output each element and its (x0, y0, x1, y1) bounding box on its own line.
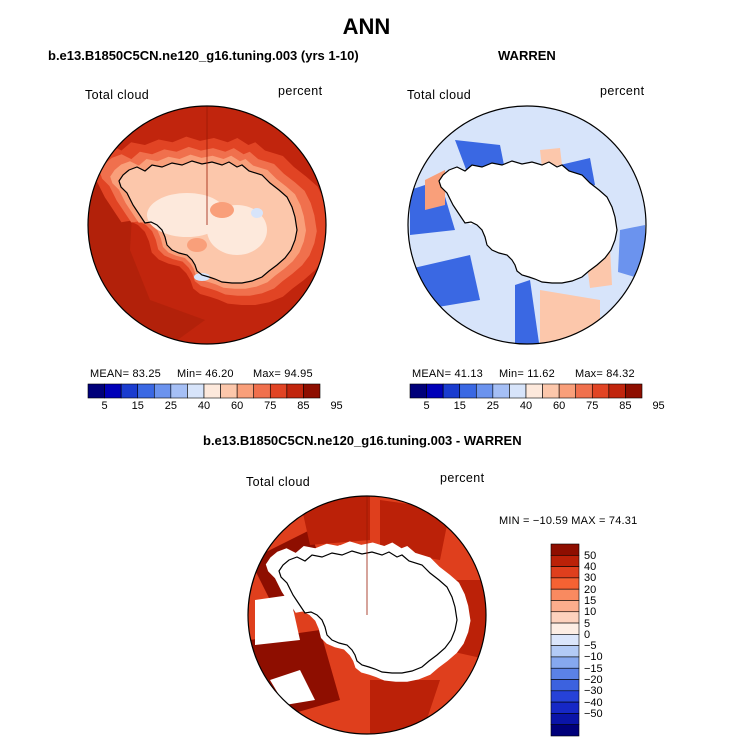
panel1-title: b.e13.B1850C5CN.ne120_g16.tuning.003 (yrs 1-10) (48, 48, 359, 63)
colorbar-swatch (551, 680, 579, 691)
colorbar-swatch (287, 384, 304, 398)
colorbar-label: 40 (584, 561, 597, 574)
colorbar-swatch (609, 384, 626, 398)
colorbar-swatch (221, 384, 238, 398)
panel1-max: Max= 94.95 (253, 368, 313, 380)
panel1-units-label: percent (278, 84, 323, 98)
colorbar-swatch (171, 384, 188, 398)
colorbar-label: 40 (197, 400, 211, 412)
panel1-min: Min= 46.20 (177, 368, 234, 380)
colorbar-label: −40 (584, 696, 603, 709)
colorbar-swatch (551, 589, 579, 600)
colorbar-swatch (493, 384, 510, 398)
colorbar-label: 5 (101, 400, 108, 412)
colorbar-swatch (551, 567, 579, 578)
colorbar-swatch (476, 384, 493, 398)
colorbar-swatch (551, 646, 579, 657)
colorbar-label: 20 (584, 583, 597, 596)
colorbar-swatch (592, 384, 609, 398)
panel2-max: Max= 84.32 (575, 368, 635, 380)
colorbar-label: 5 (584, 617, 591, 630)
colorbar-swatch (551, 600, 579, 611)
colorbar-swatch (551, 657, 579, 668)
panel1-colorbar (88, 384, 320, 398)
colorbar-swatch (460, 384, 477, 398)
panel2-units-label: percent (600, 84, 645, 98)
panel2-mean: MEAN= 41.13 (412, 368, 483, 380)
colorbar-label: −10 (584, 651, 603, 664)
panel3-title: b.e13.B1850C5CN.ne120_g16.tuning.003 - WARREN (203, 433, 522, 448)
colorbar-swatch (576, 384, 593, 398)
colorbar-label: 85 (619, 400, 632, 412)
colorbar-label: 60 (231, 400, 244, 412)
panel1-variable-label: Total cloud (85, 88, 150, 102)
colorbar-swatch (443, 384, 460, 398)
colorbar-swatch (551, 623, 579, 634)
colorbar-swatch (427, 384, 444, 398)
panel3-colorbar (551, 544, 579, 736)
colorbar-swatch (410, 384, 427, 398)
colorbar-label: 25 (486, 400, 499, 412)
colorbar-swatch (154, 384, 171, 398)
colorbar-label: 95 (330, 400, 343, 412)
panel1-mean: MEAN= 83.25 (90, 368, 161, 380)
colorbar-swatch (551, 691, 579, 702)
colorbar-swatch (551, 578, 579, 589)
colorbar-label: −20 (584, 674, 603, 687)
colorbar-swatch (543, 384, 560, 398)
colorbar-label: −5 (584, 640, 597, 653)
panel3-map (240, 490, 500, 745)
colorbar-swatch (551, 668, 579, 679)
colorbar-swatch (204, 384, 221, 398)
colorbar-label: 85 (297, 400, 310, 412)
colorbar-label: 60 (553, 400, 566, 412)
panel2-title: WARREN (498, 48, 556, 63)
colorbar-swatch (187, 384, 204, 398)
colorbar-swatch (625, 384, 642, 398)
panel2-min: Min= 11.62 (499, 368, 555, 380)
colorbar-swatch (105, 384, 122, 398)
colorbar-swatch (121, 384, 138, 398)
colorbar-label: −50 (584, 707, 603, 720)
colorbar-label: 15 (453, 400, 466, 412)
colorbar-swatch (526, 384, 543, 398)
colorbar-swatch (559, 384, 576, 398)
colorbar-swatch (551, 555, 579, 566)
main-title: ANN (342, 14, 391, 39)
colorbar-label: 50 (584, 549, 597, 562)
colorbar-swatch (509, 384, 526, 398)
colorbar-swatch (237, 384, 254, 398)
colorbar-label: 75 (586, 400, 599, 412)
colorbar-label: 15 (131, 400, 144, 412)
colorbar-swatch (270, 384, 287, 398)
panel2-colorbar (410, 384, 642, 398)
colorbar-swatch (551, 702, 579, 713)
colorbar-label: 10 (584, 606, 597, 619)
colorbar-swatch (138, 384, 155, 398)
colorbar-label: 95 (652, 400, 665, 412)
colorbar-label: 15 (584, 594, 597, 607)
colorbar-label: −30 (584, 685, 603, 698)
panel2-map (400, 100, 660, 360)
colorbar-swatch (551, 544, 579, 555)
colorbar-label: 40 (519, 400, 533, 412)
colorbar-swatch (254, 384, 271, 398)
panel1-map (80, 100, 340, 360)
colorbar-label: 25 (164, 400, 177, 412)
panel2-variable-label: Total cloud (407, 88, 472, 102)
colorbar-swatch (551, 713, 579, 724)
colorbar-swatch (88, 384, 105, 398)
colorbar-label: 30 (584, 572, 597, 585)
colorbar-label: −15 (584, 662, 603, 675)
panel3-minmax: MIN = −10.59 MAX = 74.31 (499, 515, 638, 527)
colorbar-swatch (551, 612, 579, 623)
colorbar-label: 5 (423, 400, 430, 412)
panel3-variable-label: Total cloud (246, 475, 311, 489)
colorbar-label: 0 (584, 628, 591, 641)
colorbar-swatch (303, 384, 320, 398)
colorbar-swatch (551, 725, 579, 736)
colorbar-swatch (551, 634, 579, 645)
panel3-units-label: percent (440, 471, 485, 485)
colorbar-label: 75 (264, 400, 277, 412)
